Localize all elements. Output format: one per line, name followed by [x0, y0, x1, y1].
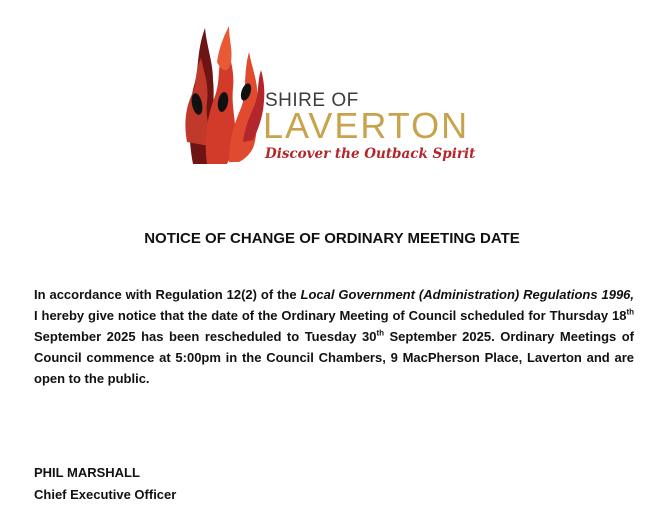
- shire-logo: [183, 22, 483, 172]
- ordinal-suffix-2: th: [376, 328, 384, 338]
- body-text-4: September 2025. Ordinary Meetings of Council commence at 5:00pm in the Council Chambers, 9 MacPherson Place, Laverton and are open to the public.: [34, 329, 635, 386]
- regulation-title: Local Government (Administration) Regulations 1996,: [300, 287, 635, 302]
- notice-body: [34, 284, 634, 389]
- logo-tagline: Discover the Outback Spirit: [265, 146, 476, 162]
- flame-figures-icon: [183, 22, 265, 164]
- ordinal-suffix-1: th: [626, 307, 634, 317]
- signatory-name: PHIL MARSHALL: [34, 465, 140, 480]
- signatory-role: Chief Executive Officer: [34, 487, 177, 502]
- body-text-3: September 2025 has been rescheduled to Tuesday 30: [34, 329, 377, 344]
- logo-shire-of-text: SHIRE OF: [265, 90, 359, 111]
- body-text-2: I hereby give notice that the date of the Ordinary Meeting of Council scheduled for Thursday 18: [34, 308, 627, 323]
- notice-title: NOTICE OF CHANGE OF ORDINARY MEETING DATE: [144, 230, 520, 247]
- logo-laverton-text: LAVERTON: [263, 105, 470, 146]
- body-text-1: In accordance with Regulation 12(2) of the: [34, 287, 301, 302]
